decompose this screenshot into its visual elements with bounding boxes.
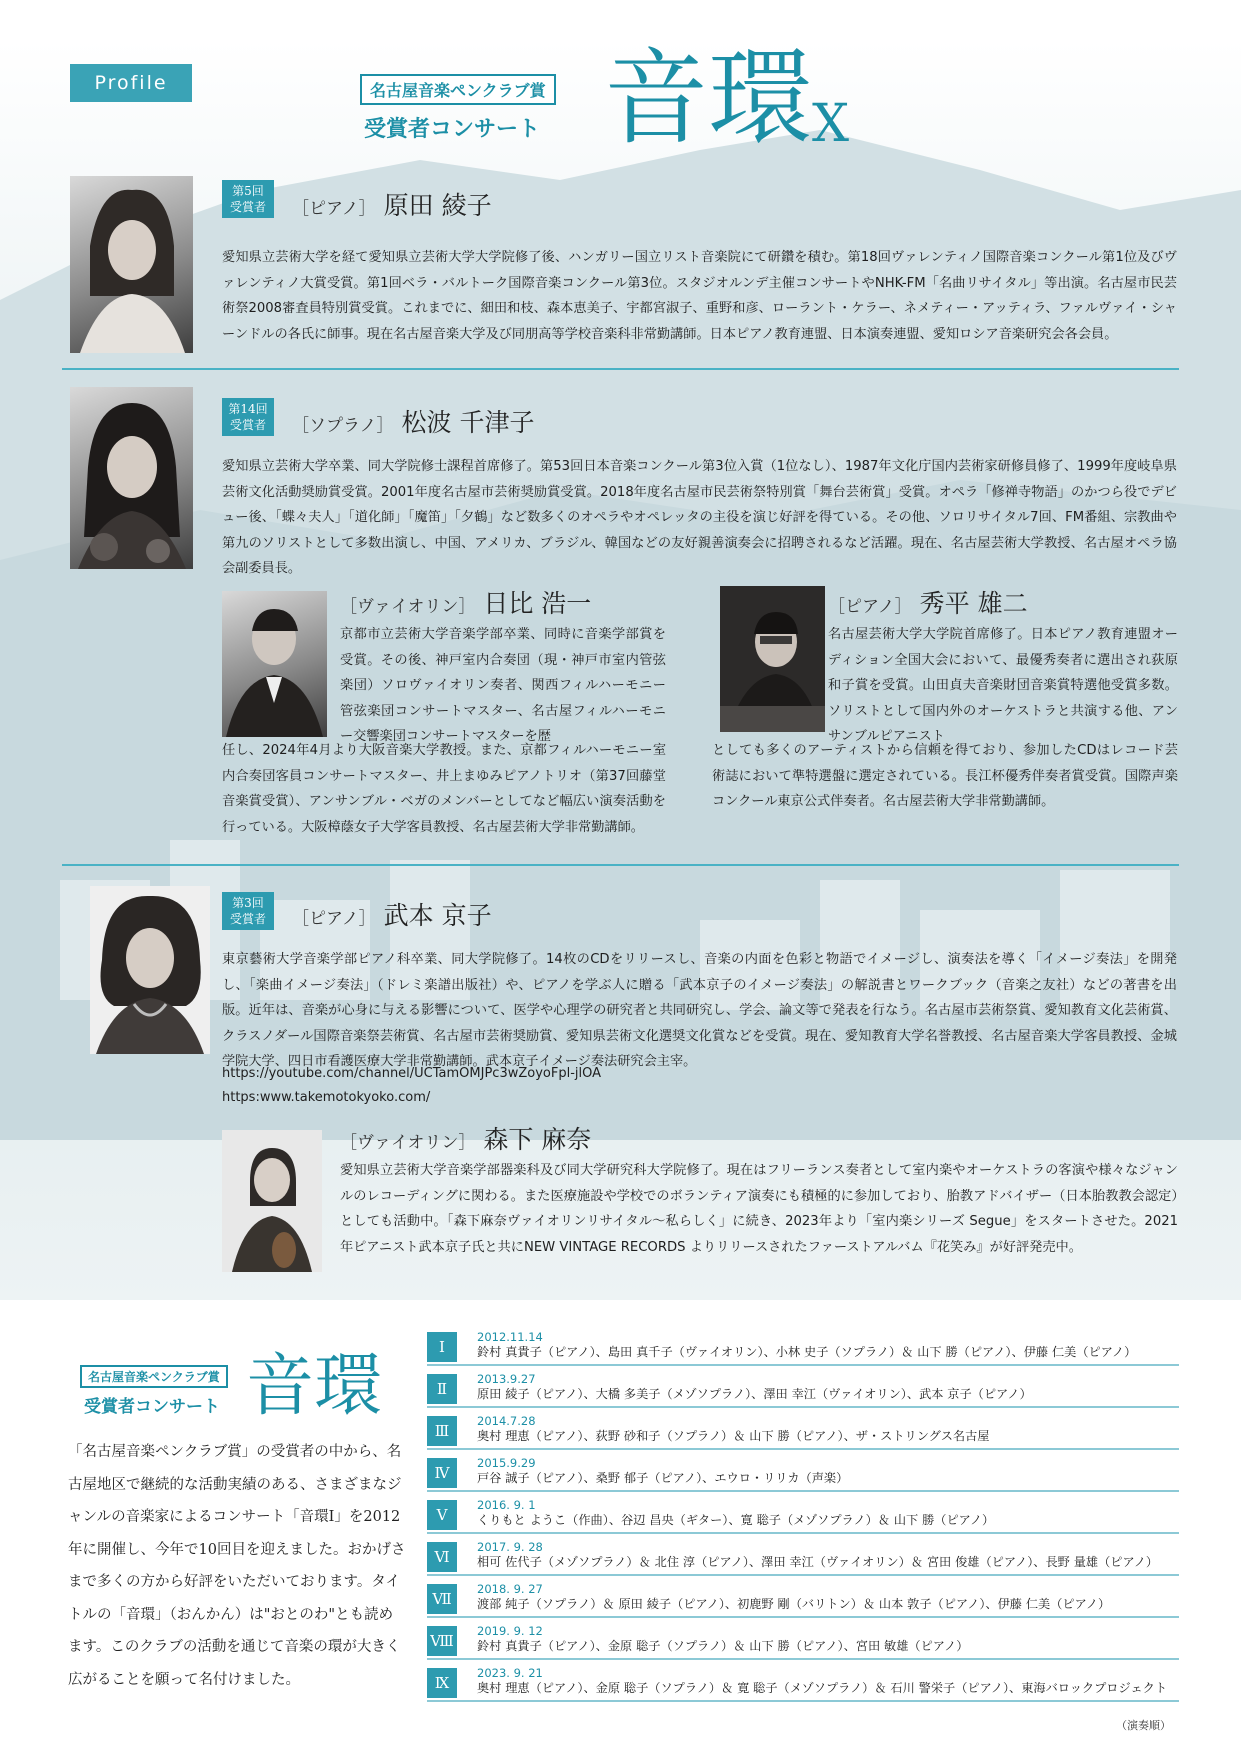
concert-date: 2013.9.27: [477, 1372, 536, 1386]
award-badge: 第3回 受賞者: [222, 892, 274, 930]
concert-history-row: [427, 1372, 1179, 1408]
concert-history-row: [427, 1582, 1179, 1618]
performer-name-line: ［ピアノ］ 秀平 雄二: [828, 589, 1028, 618]
series-intro: 「名古屋音楽ペンクラブ賞」の受賞者の中から、名古屋地区で継続的な活動実績のある、さまざまなジャンルの音楽家によるコンサート「音環Ⅰ」を2012年に開催し、今年で10回目を迎えました。おかげさまで多くの方から好評をいただいております。タイトルの「音環」（おんかん）は"おとのわ"とも読めます。このクラブの活動を通じて音楽の環が大きく広がることを願って名付けました。: [68, 1444, 406, 1688]
concert-date: 2016. 9. 1: [477, 1498, 536, 1512]
profile-tab: Profile: [70, 64, 192, 102]
concert-date: 2012.11.14: [477, 1330, 543, 1344]
concert-number-badge: Ⅳ: [427, 1458, 457, 1488]
order-note: （演奏順）: [1116, 1719, 1171, 1732]
concert-label: 受賞者コンサート: [364, 117, 541, 142]
concert-performers: 鈴村 真貴子（ピアノ）、島田 真千子（ヴァイオリン）、小林 史子（ソプラノ）＆ 山下 勝（ピアノ）、伊藤 仁美（ピアノ）: [477, 1345, 1137, 1359]
performer-bio-bottom: 任し、2024年4月より大阪音楽大学教授。また、京都フィルハーモニー室内合奏団客員コンサートマスター、井上まゆみピアノトリオ（第37回藤堂音楽賞受賞）、アンサンブル・ベガのメンバーとしてなど幅広い演奏活動を行っている。大阪樟蔭女子大学客員教授、名古屋芸術大学非常勤講師。: [222, 743, 666, 835]
concert-performers: 原田 綾子（ピアノ）、大橋 多美子（メゾソプラノ）、澤田 幸江（ヴァイオリン）、武本 京子（ピアノ）: [477, 1387, 1032, 1401]
website-link[interactable]: https:www.takemotokyoko.com/: [222, 1090, 431, 1105]
concert-history-row: [427, 1456, 1179, 1492]
award-label-lower: 名古屋音楽ペンクラブ賞: [80, 1365, 228, 1388]
concert-history-row: [427, 1414, 1179, 1450]
performer-photo-hibi: [222, 591, 327, 737]
performer-photo-shuhei: [720, 586, 825, 732]
concert-history-row: [427, 1498, 1179, 1534]
performer-name-line: ［ピアノ］ 武本 京子: [292, 901, 492, 930]
concert-title-numeral: X: [812, 94, 850, 154]
section-divider: [62, 864, 1179, 866]
concert-number-badge: Ⅸ: [427, 1668, 457, 1698]
performer-photo-matsunami: [70, 387, 193, 569]
performer-photo-morishita: [222, 1130, 322, 1272]
concert-number-badge: Ⅷ: [427, 1626, 457, 1656]
performer-name-line: ［ピアノ］ 原田 綾子: [292, 191, 492, 220]
concert-number-badge: Ⅲ: [427, 1416, 457, 1446]
youtube-link[interactable]: https://youtube.com/channel/UCTamOMJPc3wZoyoFpl-jlOA: [222, 1066, 602, 1081]
concert-number-badge: Ⅴ: [427, 1500, 457, 1530]
concert-history-row: [427, 1666, 1179, 1702]
concert-history-row: [427, 1624, 1179, 1660]
concert-performers: 奥村 理恵（ピアノ）、荻野 砂和子（ソプラノ）＆ 山下 勝（ピアノ）、ザ・ストリングス名古屋: [477, 1429, 990, 1443]
concert-label-lower: 受賞者コンサート: [84, 1397, 220, 1417]
concert-date: 2019. 9. 12: [477, 1624, 543, 1638]
performer-bio: 東京藝術大学音楽学部ピアノ科卒業、同大学院修了。14枚のCDをリリースし、音楽の内面を色彩と物語でイメージし、演奏法を導く「イメージ奏法」を開発し、「楽曲イメージ奏法」（ドレミ楽譜出版社）や、ピアノを学ぶ人に贈る「武本京子のイメージ奏法」の解説書とワークブック（音楽之友社）などの著書を出版。近年は、音楽が心身に与える影響について、医学や心理学の研究者と共同研究し、学会、論文等で発表を行なう。名古屋市芸術祭賞、愛知教育文化芸術賞、クラスノダール国際音楽祭芸術賞、名古屋市芸術奨励賞、愛知県芸術文化選奨文化賞などを受賞。現在、愛知教育大学名誉教授、名古屋音楽大学客員教授、金城学院大学、四日市看護医療大学非常勤講師。武本京子イメージ奏法研究会主宰。: [222, 952, 1177, 1069]
performer-name-line: ［ヴァイオリン］ 森下 麻奈: [340, 1125, 592, 1154]
concert-date: 2017. 9. 28: [477, 1540, 543, 1554]
concert-date: 2018. 9. 27: [477, 1582, 543, 1596]
performer-bio-top: 名古屋芸術大学大学院首席修了。日本ピアノ教育連盟オーディション全国大会において、最優秀奏者に選出され荻原和子賞を受賞。山田貞夫音楽財団音楽賞特選他受賞多数。ソリストとして国内外のオーケストラと共演する他、アンサンブルピアニスト: [828, 627, 1178, 744]
performer-bio-top: 京都市立芸術大学音楽学部卒業、同時に音楽学部賞を受賞。その後、神戸室内合奏団（現・神戸市室内管弦楽団）ソロヴァイオリン奏者、関西フィルハーモニー管弦楽団コンサートマスター、名古屋フィルハーモニー交響楽団コンサートマスターを歴: [340, 627, 666, 744]
performer-bio: 愛知県立芸術大学卒業、同大学院修士課程首席修了。第53回日本音楽コンクール第3位入賞（1位なし）、1987年文化庁国内芸術家研修員修了、1999年度岐阜県芸術文化活動奨励賞受賞。2001年度名古屋市芸術奨励賞受賞。2018年度名古屋市民芸術祭特別賞「舞台芸術賞」受賞。オペラ「修禅寺物語」のかつら役でデビュー後、「蝶々夫人」「道化師」「魔笛」「夕鶴」など数多くのオペラやオペレッタの主役を演じ好評を得ている。その他、ソロリサイタル7回、FM番組、宗教曲や第九のソリストとして多数出演し、中国、アメリカ、ブラジル、韓国などの友好親善演奏会に招聘されるなど活躍。現在、名古屋芸術大学教授、名古屋オペラ協会副委員長。: [222, 459, 1177, 576]
concert-series-title: 音環: [246, 1347, 383, 1426]
concert-performers: くりもと ようこ（作曲）、谷辺 昌央（ギター）、寛 聡子（メゾソプラノ）＆ 山下 勝（ピアノ）: [477, 1513, 995, 1527]
section-divider: [62, 368, 1179, 370]
award-badge: 第5回 受賞者: [222, 180, 274, 218]
concert-number-badge: Ⅱ: [427, 1374, 457, 1404]
concert-number-badge: Ⅰ: [427, 1332, 457, 1362]
concert-date: 2015.9.29: [477, 1456, 536, 1470]
concert-number-badge: Ⅶ: [427, 1584, 457, 1614]
concert-performers: 渡部 純子（ソプラノ）＆ 原田 綾子（ピアノ）、初鹿野 剛（バリトン）＆ 山本 敦子（ピアノ）、伊藤 仁美（ピアノ）: [477, 1597, 1111, 1611]
performer-name-line: ［ヴァイオリン］ 日比 浩一: [340, 589, 592, 618]
performer-photo-takemoto: [90, 886, 210, 1054]
concert-date: 2014.7.28: [477, 1414, 536, 1428]
award-badge: 第14回 受賞者: [222, 398, 274, 436]
performer-bio: 愛知県立芸術大学を経て愛知県立芸術大学大学院修了後、ハンガリー国立リスト音楽院にて研鑽を積む。第18回ヴァレンティノ国際音楽コンクール第1位及びヴァレンティノ大賞受賞。第1回ベラ・バルトーク国際音楽コンクール第3位。スタジオルンデ主催コンサートやNHK-FM「名曲リサイタル」等出演。名古屋市民芸術祭2008審査員特別賞受賞。これまでに、細田和枝、森本恵美子、宇都宮淑子、重野和彦、ローラント・ケラー、ネメティー・アッティラ、ファルヴァイ・シャーンドルの各氏に師事。現在名古屋音楽大学及び同朋高等学校音楽科非常勤講師。日本ピアノ教育連盟、日本演奏連盟、愛知ロシア音楽研究会各会員。: [222, 250, 1177, 342]
concert-title: 音環: [604, 37, 813, 159]
concert-performers: 奥村 理恵（ピアノ）、金原 聡子（ソプラノ）＆ 寛 聡子（メゾソプラノ）＆ 石川 警栄子（ピアノ）、東海バロックプロジェクト: [477, 1681, 1168, 1695]
performer-name-line: ［ソプラノ］ 松波 千津子: [292, 408, 535, 437]
performer-bio: 愛知県立芸術大学音楽学部器楽科及び同大学研究科大学院修了。現在はフリーランス奏者として室内楽やオーケストラの客演や様々なジャンルのレコーディングに関わる。また医療施設や学校でのボランティア演奏にも積極的に参加しており、胎教アドバイザー（日本胎教教会認定）としても活動中。「森下麻奈ヴァイオリンリサイタル〜私らしく」に続き、2023年より「室内楽シリーズ Segue」をスタートさせた。2021年ピアニスト武本京子氏と共にNEW VINTAGE RECORDS よりリリースされたファーストアルバム『花笑み』が好評発売中。: [340, 1163, 1178, 1255]
concert-date: 2023. 9. 21: [477, 1666, 543, 1680]
concert-history-row: [427, 1540, 1179, 1576]
performer-photo-harada: [70, 176, 193, 353]
performer-bio-bottom: としても多くのアーティストから信頼を得ており、参加したCDはレコード芸術誌において準特選盤に選定されている。長江杯優秀伴奏者賞受賞。国際声楽コンクール東京公式伴奏者。名古屋芸術大学非常勤講師。: [712, 743, 1178, 809]
award-label: 名古屋音楽ペンクラブ賞: [360, 74, 556, 105]
concert-performers: 鈴村 真貴子（ピアノ）、金原 聡子（ソプラノ）＆ 山下 勝（ピアノ）、宮田 敏雄（ピアノ）: [477, 1639, 969, 1653]
concert-performers: 戸谷 誠子（ピアノ）、桑野 郁子（ピアノ）、エウロ・リリカ（声楽）: [477, 1471, 849, 1485]
concert-number-badge: Ⅵ: [427, 1542, 457, 1572]
concert-history-row: [427, 1330, 1179, 1366]
concert-performers: 相可 佐代子（メゾソプラノ）＆ 北住 淳（ピアノ）、澤田 幸江（ヴァイオリン）＆ 宮田 俊雄（ピアノ）、長野 量雄（ピアノ）: [477, 1555, 1159, 1569]
